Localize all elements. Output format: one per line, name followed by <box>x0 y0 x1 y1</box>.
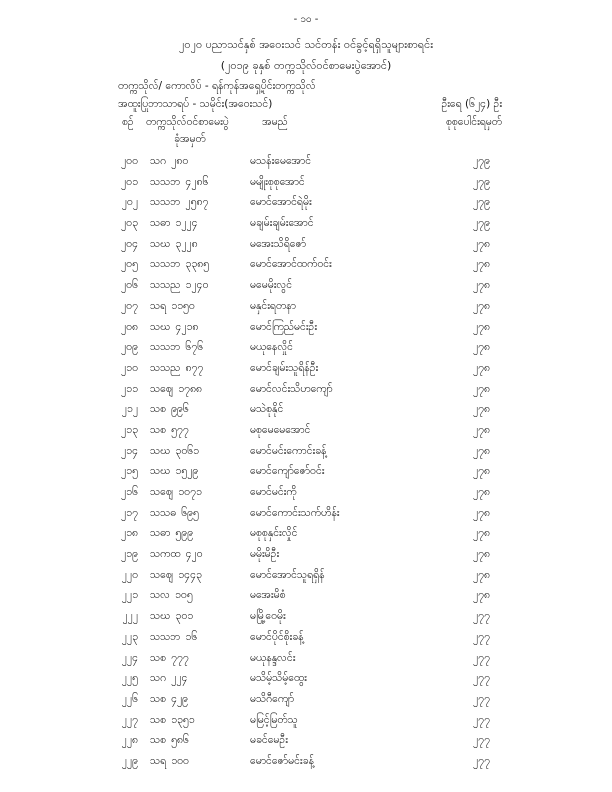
table-row <box>0 548 612 564</box>
roll-prefix: သဃ <box>150 237 171 250</box>
column-header-roll-number-line2: ခုံအမှတ် <box>174 133 206 145</box>
roll-number-cell <box>150 465 198 478</box>
roll-number-cell <box>150 238 198 251</box>
roll-digits: ၆၇၆ <box>185 341 204 354</box>
table-row <box>0 279 612 295</box>
total-score-cell: ၂၇၈ <box>472 382 490 395</box>
roll-digits: ၅၇၇ <box>171 423 189 436</box>
roll-prefix: သသဘ <box>150 341 181 354</box>
table-row <box>0 300 612 316</box>
table-row <box>0 507 612 523</box>
roll-prefix: သဓာ <box>150 527 171 540</box>
name-cell: မအေးသိရိဇော် <box>250 237 307 250</box>
roll-digits: ၁၂၂၄ <box>175 217 198 230</box>
serial-cell: ၂၁၄ <box>121 444 138 457</box>
roll-number-cell <box>150 383 202 396</box>
roll-prefix: သသဘ <box>150 175 181 188</box>
roll-digits: ၂၅၈၇ <box>185 196 209 209</box>
name-cell: မသန်းမေအောင် <box>250 155 312 167</box>
total-score-cell: ၂၇၈ <box>472 299 490 312</box>
roll-digits: ၇၇၇ <box>171 651 189 664</box>
roll-number-cell <box>150 507 199 520</box>
total-score-cell: ၂၇၉ <box>473 196 490 209</box>
name-cell: မမိုးမိဦး <box>250 548 280 561</box>
table-row <box>0 755 612 771</box>
total-score-cell: ၂၇၈ <box>472 341 490 354</box>
roll-number-cell <box>150 486 202 499</box>
roll-digits: ၁၀၀ <box>171 755 189 767</box>
table-row <box>0 383 612 399</box>
roll-number-cell <box>150 217 198 230</box>
roll-digits: ၄၂၉ <box>171 692 189 705</box>
name-cell: မမျိုးစုစုအောင် <box>250 175 305 188</box>
serial-cell: ၂၂၅ <box>121 672 138 685</box>
name-cell: မအေးမိစံ <box>250 589 286 602</box>
roll-number-cell <box>150 631 197 644</box>
total-score-cell: ၂၇၇ <box>473 692 490 705</box>
name-cell: မောင်ကြည်မင်းဦး <box>250 320 318 333</box>
roll-prefix: သစ <box>150 692 167 705</box>
roll-number-cell <box>150 279 208 292</box>
total-score-cell: ၂၇၈ <box>472 279 490 292</box>
name-cell: မောင်လင်းသိဟကျော် <box>250 382 333 395</box>
serial-cell: ၂၁၃ <box>121 423 138 436</box>
roll-prefix: သသဘ <box>150 630 181 643</box>
roll-number-cell <box>150 321 198 334</box>
name-cell: မောင်ပိုင်စိုးခန့် <box>250 630 304 643</box>
document-title: ၂၀၂၀ ပညာသင်နှစ် အဝေးသင် သင်တန်း ဝင်ခွင့်ရရှိသူများစာရင်း <box>178 38 433 51</box>
roll-digits: ၆၉၅ <box>181 506 199 519</box>
table-row <box>0 403 612 419</box>
total-score-cell: ၂၇၈ <box>472 320 490 333</box>
serial-cell: ၂၁၉ <box>121 548 138 561</box>
name-cell: မမြင့်မြတ်သူ <box>250 713 298 726</box>
roll-digits: ၃၀၁ <box>175 610 194 623</box>
name-cell: မောင်အောင်သူရရှိန် <box>250 568 325 581</box>
column-header-roll-number: တက္ကသိုလ်ဝင်စာမေးပွဲ <box>146 116 229 128</box>
serial-cell: ၂၂၉ <box>121 755 138 767</box>
table-row <box>0 238 612 254</box>
page-number: - ၁၀ - <box>293 14 319 25</box>
name-cell: မနှင်းရတနာ <box>250 299 296 312</box>
roll-digits: ၈၇၇ <box>185 361 204 374</box>
table-row <box>0 341 612 357</box>
roll-digits: ၁၅၂၉ <box>175 465 199 478</box>
roll-number-cell <box>150 341 203 354</box>
roll-prefix: သဓာ <box>150 217 171 230</box>
roll-digits: ၃၀၆၁ <box>175 444 200 457</box>
table-row <box>0 217 612 233</box>
total-score-cell: ၂၇၇ <box>473 630 490 643</box>
roll-prefix: သစ <box>150 734 167 747</box>
total-score-cell: ၂၇၉ <box>473 217 490 230</box>
total-score-cell: ၂၇၈ <box>472 403 490 416</box>
roll-prefix: သရ <box>150 755 167 767</box>
table-row <box>0 465 612 481</box>
serial-cell: ၂၂၁ <box>121 589 138 602</box>
roll-digits: ၉၉၆ <box>171 403 189 416</box>
serial-cell: ၂၂၀ <box>121 568 138 581</box>
total-score-cell: ၂၇၇ <box>473 610 490 623</box>
roll-digits: ၃၂၂၈ <box>175 237 198 250</box>
roll-number-cell <box>150 548 203 561</box>
table-row <box>0 631 612 647</box>
roll-number-cell <box>150 424 189 437</box>
roll-prefix: သဈေ <box>150 568 174 581</box>
serial-cell: ၂၀၁ <box>121 175 138 188</box>
name-cell: မခင်မေဦး <box>250 734 288 747</box>
serial-cell: ၂၁၆ <box>121 486 138 499</box>
roll-number-cell <box>150 672 187 685</box>
total-score-cell: ၂၇၇ <box>473 672 490 685</box>
roll-number-cell <box>150 693 188 706</box>
roll-digits: ၁၃၅၁ <box>171 713 195 726</box>
roll-prefix: သဃ <box>150 465 171 478</box>
total-score-cell: ၂၇၉ <box>473 155 490 167</box>
table-row <box>0 155 612 171</box>
serial-cell: ၂၂၈ <box>121 734 138 747</box>
total-score-cell: ၂၇၈ <box>472 506 490 519</box>
roll-number-cell <box>150 569 202 582</box>
name-cell: မောင်ကျော်ဇော်ဝင်း <box>250 465 325 478</box>
name-cell: မောင်အောင်ထက်ဝင်း <box>250 258 332 271</box>
total-score-cell: ၂၇၈ <box>472 527 490 540</box>
roll-prefix: သသဘ <box>150 258 181 271</box>
name-cell: မမြို့ဝေမိုး <box>250 610 286 623</box>
table-row <box>0 258 612 274</box>
roll-prefix: သလ <box>150 589 170 602</box>
name-cell: မောင်မင်းကို <box>250 486 297 499</box>
serial-cell: ၂၀၄ <box>121 237 138 250</box>
table-row <box>0 672 612 688</box>
roll-prefix: သဈေ <box>150 382 174 395</box>
total-score-cell: ၂၇၈ <box>472 258 490 271</box>
table-row <box>0 321 612 337</box>
table-row <box>0 424 612 440</box>
roll-digits: ၁၇၈၈ <box>178 382 203 395</box>
major-subject-line: အထူးပြုဘာသာရပ် - သမိုင်း(အဝေးသင်) <box>118 98 273 110</box>
serial-cell: ၂၂၃ <box>121 630 138 643</box>
serial-cell: ၂၁၇ <box>121 506 138 519</box>
roll-number-cell <box>150 589 193 602</box>
roll-number-cell <box>150 258 209 271</box>
total-score-cell: ၂၇၈ <box>472 237 490 250</box>
total-score-cell: ၂၇၇ <box>473 651 490 664</box>
name-cell: မသိဂီကျော် <box>250 692 295 705</box>
roll-number-cell <box>150 155 188 168</box>
column-header-name: အမည် <box>262 116 288 128</box>
roll-number-cell <box>150 527 193 540</box>
serial-cell: ၂၁၀ <box>121 361 138 374</box>
name-cell: မောင်ချမ်းသူရိန်ဦး <box>250 361 319 374</box>
column-header-total-score: စုစုပေါင်းရမှတ် <box>445 116 502 128</box>
roll-number-cell <box>150 196 208 209</box>
roll-digits: ၅၈၆ <box>171 734 189 747</box>
total-score-cell: ၂၇၈ <box>472 568 490 581</box>
serial-cell: ၂၂၆ <box>121 692 138 705</box>
table-row <box>0 652 612 668</box>
roll-digits: ၃၃၈၅ <box>185 258 210 271</box>
document-subtitle: (၂၀၁၉ ခုနှစ် တက္ကသိုလ်ဝင်စာမေးပွဲအောင်) <box>220 59 392 72</box>
roll-digits: ၄၂၀ <box>185 548 203 561</box>
name-cell: မစုမေမေအောင် <box>250 423 311 436</box>
total-score-cell: ၂၇၈ <box>472 444 490 457</box>
serial-cell: ၂၂၂ <box>122 610 138 623</box>
roll-prefix: သစ <box>150 651 167 664</box>
roll-number-cell <box>150 610 193 623</box>
serial-cell: ၂၀၃ <box>121 217 138 230</box>
table-row <box>0 734 612 750</box>
total-score-cell: ၂၇၉ <box>473 175 490 188</box>
roll-digits: ၁၀၅ <box>175 589 193 602</box>
serial-cell: ၂၁၈ <box>120 527 138 540</box>
roll-prefix: သစ <box>150 403 167 416</box>
table-row <box>0 693 612 709</box>
roll-number-cell <box>150 403 189 416</box>
roll-digits: ၄၂၁၈ <box>175 320 199 333</box>
total-score-cell: ၂၇၇ <box>473 713 490 726</box>
total-score-cell: ၂၇၇ <box>473 734 490 747</box>
name-cell: မယုနန္ဒလင်း <box>250 651 296 664</box>
roll-number-cell <box>150 300 195 313</box>
roll-digits: ၁၂၄၀ <box>185 279 209 292</box>
roll-number-cell <box>150 445 199 458</box>
total-score-cell: ၂၇၈ <box>472 465 490 478</box>
roll-prefix: သရ <box>150 299 167 312</box>
table-row <box>0 445 612 461</box>
serial-cell: ၂၂၇ <box>121 713 138 726</box>
table-row <box>0 589 612 605</box>
roll-digits: ၁၀၇၁ <box>178 486 202 499</box>
name-cell: မသဲစုနိုင် <box>250 403 284 416</box>
roll-digits: ၄၂၈၆ <box>185 175 209 188</box>
table-row <box>0 569 612 585</box>
total-score-cell: ၂၇၈ <box>472 548 490 561</box>
roll-prefix: သဂ <box>150 672 167 685</box>
name-cell: မောင်ဇော်မင်းခန့် <box>250 755 314 767</box>
roll-number-cell <box>150 734 189 747</box>
roll-digits: ၁၁၅၀ <box>171 299 195 312</box>
roll-prefix: သစ <box>150 423 167 436</box>
roll-prefix: သစ <box>150 713 167 726</box>
university-line: တက္ကသိုလ်/ ကောလိပ် - ရန်ကုန်အရှေ့ပိုင်းတက္ကသိုလ် <box>118 80 316 92</box>
roll-prefix: သဃ <box>150 320 171 333</box>
roll-number-cell <box>150 714 195 727</box>
total-score-cell: ၂၇၈ <box>472 361 490 374</box>
serial-cell: ၂၀၉ <box>121 341 138 354</box>
roll-prefix: သသည <box>150 361 181 374</box>
serial-cell: ၂၀၈ <box>120 320 138 333</box>
name-cell: မချမ်းချမ်းအောင် <box>250 217 314 230</box>
roll-digits: ၅၉၉ <box>175 527 194 540</box>
serial-cell: ၂၀၆ <box>121 279 138 292</box>
roll-prefix: သသည <box>150 279 181 292</box>
roll-prefix: သသဓ <box>150 506 177 519</box>
serial-cell: ၂၀၀ <box>121 155 138 167</box>
total-score-cell: ၂၇၇ <box>473 755 490 767</box>
roll-digits: ၂၂၄ <box>171 672 188 685</box>
table-row <box>0 196 612 212</box>
serial-cell: ၂၀၇ <box>121 299 138 312</box>
name-cell: မစုစုနှင်းလှိုင် <box>250 527 298 540</box>
name-cell: မောင်ကောင်းသက်ဟိန်း <box>250 506 340 519</box>
table-row <box>0 714 612 730</box>
serial-cell: ၂၀၂ <box>121 196 138 209</box>
name-cell: မယုနေလှိုင် <box>250 341 293 354</box>
table-row <box>0 486 612 502</box>
column-header-serial: စဉ် <box>122 116 134 128</box>
serial-cell: ၂၁၂ <box>121 403 138 416</box>
roll-prefix: သကထ <box>150 548 181 561</box>
table-row <box>0 362 612 378</box>
table-row <box>0 610 612 626</box>
roll-number-cell <box>150 176 208 189</box>
roll-prefix: သသဘ <box>150 196 181 209</box>
table-row <box>0 527 612 543</box>
student-count: ဦးရေ (၆၂၄) ဦး <box>441 98 502 110</box>
roll-digits: ၂၈၀ <box>171 155 189 167</box>
serial-cell: ၂၀၅ <box>121 258 138 271</box>
roll-prefix: သဂ <box>150 155 167 167</box>
name-cell: မမေမိုးလွင် <box>250 279 293 292</box>
serial-cell: ၂၁၁ <box>121 382 138 395</box>
total-score-cell: ၂၇၈ <box>472 589 490 602</box>
roll-prefix: သဃ <box>150 444 171 457</box>
serial-cell: ၂၁၅ <box>121 465 138 478</box>
total-score-cell: ၂၇၈ <box>472 486 490 499</box>
table-row <box>0 176 612 192</box>
total-score-cell: ၂၇၈ <box>472 423 490 436</box>
roll-digits: ၁၆ <box>185 630 198 643</box>
name-cell: မသိမ့်သိမ့်ထွေး <box>250 672 307 685</box>
roll-number-cell <box>150 652 189 665</box>
name-cell: မောင်မင်းကောင်းခန့် <box>250 444 327 457</box>
roll-prefix: သဃ <box>150 610 171 623</box>
roll-number-cell <box>150 755 189 768</box>
roll-number-cell <box>150 362 203 375</box>
roll-digits: ၁၄၄၃ <box>178 568 202 581</box>
name-cell: မောင်အောင်ရဲမိုး <box>250 196 312 209</box>
serial-cell: ၂၂၄ <box>121 651 138 664</box>
roll-prefix: သဈေ <box>150 486 174 499</box>
